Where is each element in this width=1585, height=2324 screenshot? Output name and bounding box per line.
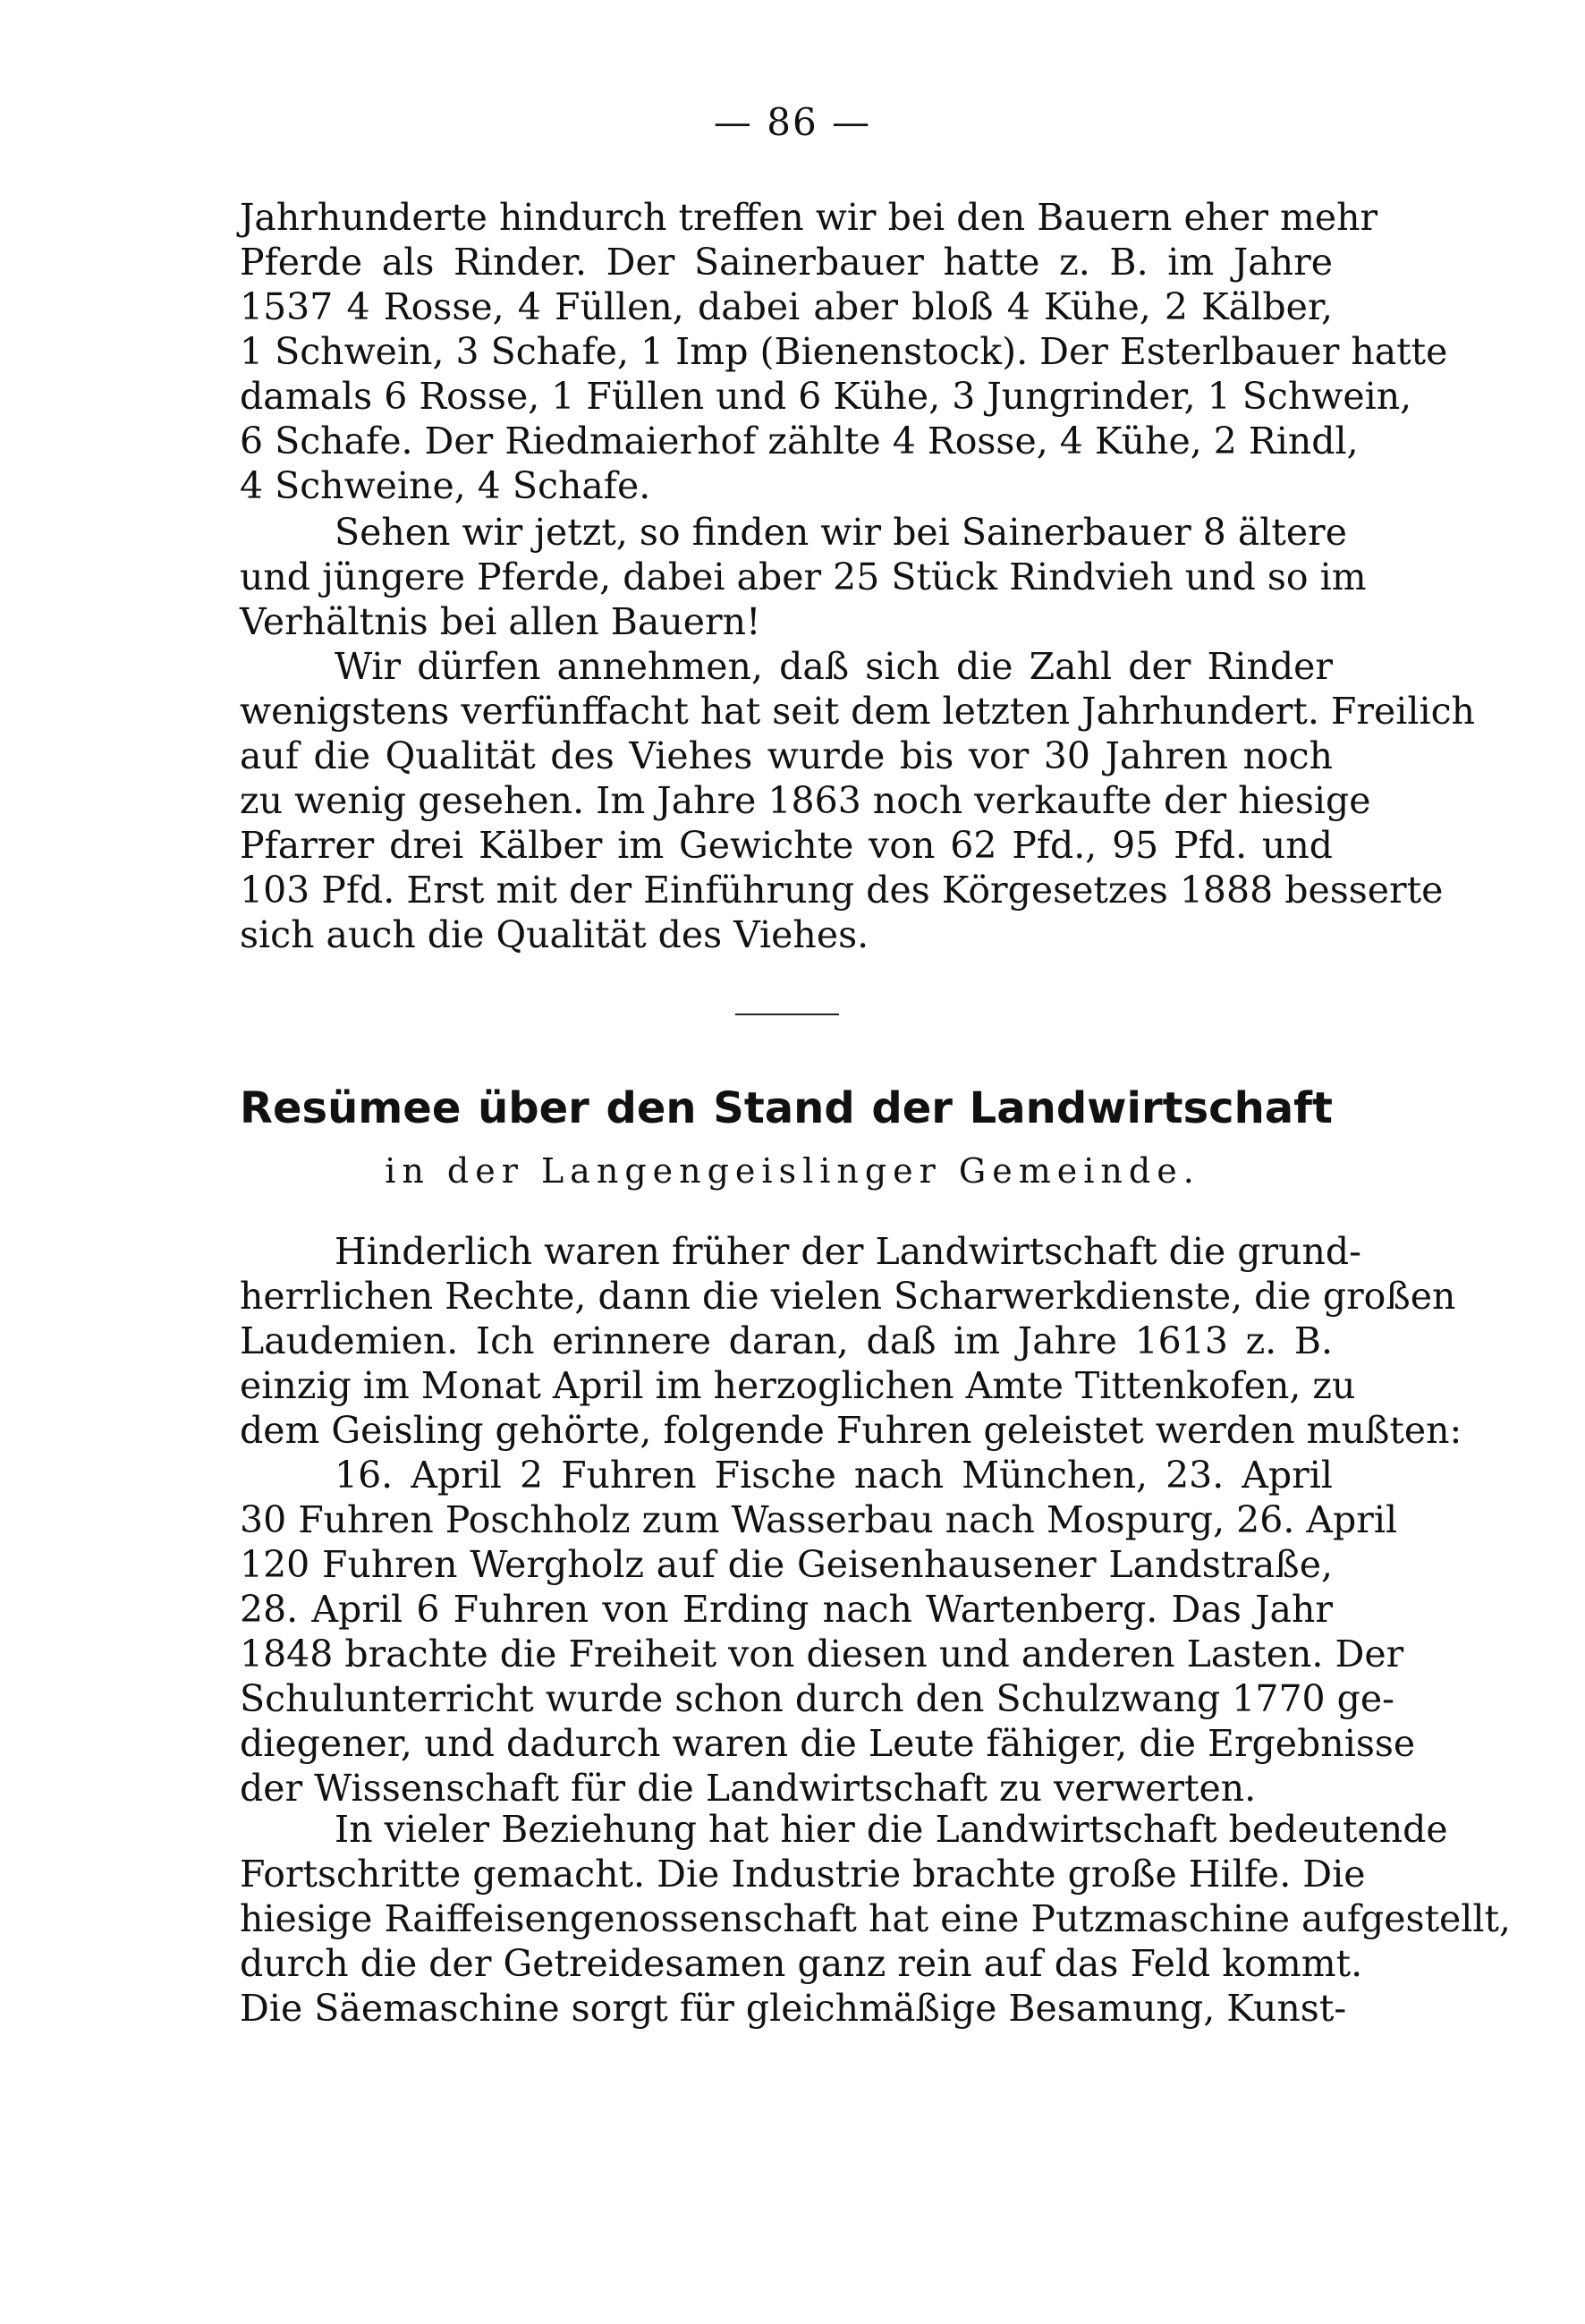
paragraph-obstacles [240, 1229, 1462, 1453]
text-line: Wir dürfen annehmen, daß sich die Zahl der Rinder [335, 645, 1333, 688]
text-line: Fortschritte gemacht. Die Industrie brachte große Hilfe. Die [240, 1853, 1366, 1896]
text-line: auf die Qualität des Viehes wurde bis vor 30 Jahren noch [240, 734, 1333, 777]
paragraph-livestock-history [240, 195, 1448, 508]
paragraph-progress [240, 1807, 1512, 2031]
text-line: 6 Schafe. Der Riedmaierhof zählte 4 Rosse, 4 Kühe, 2 Rindl, [240, 420, 1359, 462]
text-line: 1537 4 Rosse, 4 Füllen, dabei aber bloß 4 Kühe, 2 Kälber, [240, 285, 1333, 328]
text-line: diegener, und dadurch waren die Leute fähiger, die Ergebnisse [240, 1722, 1416, 1765]
text-line: 1 Schwein, 3 Schafe, 1 Imp (Bienenstock). Der Esterlbauer hatte [240, 330, 1448, 373]
text-line: Hinderlich waren früher der Landwirtschaft die grund- [335, 1230, 1362, 1273]
section-heading: Resümee über den Stand der Landwirtschaft [240, 1083, 1333, 1133]
text-line: 28. April 6 Fuhren von Erding nach Wartenberg. Das Jahr [240, 1588, 1333, 1631]
section-subheading: in der Langengeislinger Gemeinde. [385, 1151, 1200, 1191]
text-line: 1848 brachte die Freiheit von diesen und anderen Lasten. Der [240, 1633, 1404, 1675]
text-line: Die Säemaschine sorgt für gleichmäßige Besamung, Kunst- [240, 1987, 1347, 2030]
text-line: 4 Schweine, 4 Schafe. [240, 464, 651, 507]
text-line: Jahrhunderte hindurch treffen wir bei den Bauern eher mehr [240, 196, 1378, 239]
text-line: Sehen wir jetzt, so finden wir bei Sainerbauer 8 ältere [335, 511, 1348, 554]
section-divider [735, 1014, 839, 1015]
text-line: 16. April 2 Fuhren Fische nach München, 23. April [335, 1454, 1333, 1497]
text-line: und jüngere Pferde, dabei aber 25 Stück Rindvieh und so im [240, 556, 1367, 598]
text-line: herrlichen Rechte, dann die vielen Scharwerkdienste, die großen [240, 1275, 1456, 1318]
text-line: der Wissenschaft für die Landwirtschaft zu verwerten. [240, 1767, 1257, 1810]
paragraph-livestock-today [240, 510, 1367, 644]
text-line: zu wenig gesehen. Im Jahre 1863 noch verkaufte der hiesige [240, 779, 1371, 822]
text-line: damals 6 Rosse, 1 Füllen und 6 Kühe, 3 Jungrinder, 1 Schwein, [240, 375, 1412, 418]
text-line: 103 Pfd. Erst mit der Einführung des Körgesetzes 1888 besserte [240, 869, 1444, 912]
text-line: Schulunterricht wurde schon durch den Schulzwang 1770 ge- [240, 1677, 1395, 1720]
text-line: 120 Fuhren Wergholz auf die Geisenhausener Landstraße, [240, 1543, 1333, 1586]
text-line: wenigstens verfünffacht hat seit dem letzten Jahrhundert. Freilich [240, 690, 1475, 733]
text-line: Pfarrer drei Kälber im Gewichte von 62 Pfd., 95 Pfd. und [240, 824, 1333, 867]
text-line: In vieler Beziehung hat hier die Landwirtschaft bedeutende [335, 1808, 1448, 1851]
text-line: einzig im Monat April im herzoglichen Amte Tittenkofen, zu [240, 1364, 1356, 1407]
text-line: dem Geisling gehörte, folgende Fuhren geleistet werden mußten: [240, 1409, 1462, 1452]
paragraph-cattle-quality [240, 644, 1475, 957]
text-line: hiesige Raiffeisengenossenschaft hat eine Putzmaschine aufgestellt, [240, 1897, 1512, 1940]
text-line: 30 Fuhren Poschholz zum Wasserbau nach Mospurg, 26. April [240, 1498, 1398, 1541]
page-number: — 86 — [713, 100, 872, 144]
text-line: Verhältnis bei allen Bauern! [240, 600, 761, 643]
text-line: sich auch die Qualität des Viehes. [240, 913, 869, 956]
paragraph-fuhren-list [240, 1453, 1416, 1811]
text-line: durch die der Getreidesamen ganz rein auf das Feld kommt. [240, 1942, 1363, 1985]
text-line: Pferde als Rinder. Der Sainerbauer hatte z. B. im Jahre [240, 241, 1333, 284]
text-line: Laudemien. Ich erinnere daran, daß im Jahre 1613 z. B. [240, 1319, 1333, 1362]
